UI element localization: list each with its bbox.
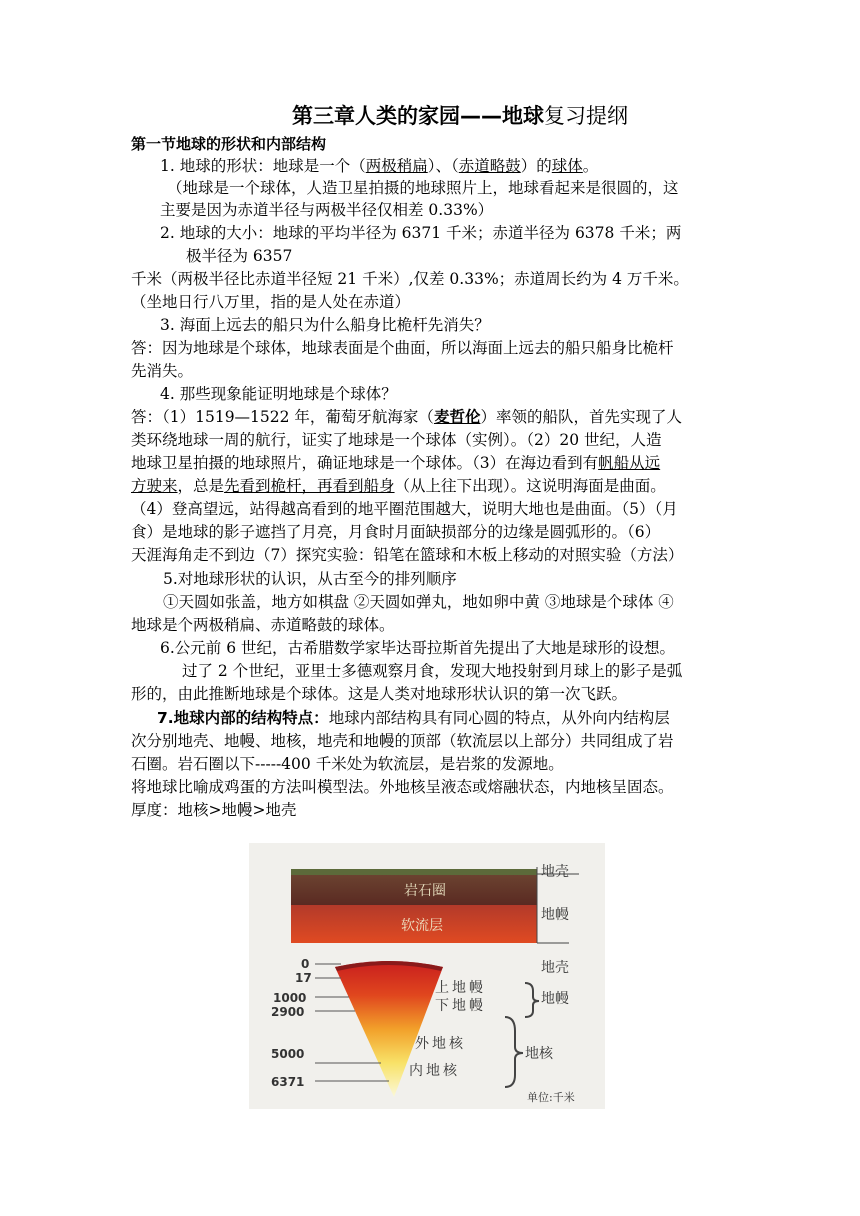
- item-7-line2: 次分别地壳、地幔、地核，地壳和地幔的顶部（软流层以上部分）共同组成了岩: [131, 732, 674, 750]
- depth-0: 0: [301, 957, 310, 971]
- item-5-answer-cont: 地球是个两极稍扁、赤道略鼓的球体。: [131, 616, 395, 634]
- depth-17: 17: [295, 971, 312, 985]
- item-4-line7: 天涯海角走不到边（7）探究实验：铅笔在篮球和木板上移动的对照实验（方法）: [131, 546, 684, 564]
- outer-core-label: 外地核: [415, 1036, 466, 1052]
- item-7-line5: 厚度：地核>地幔>地壳: [131, 801, 297, 819]
- item-4-line4: 方驶来，总是先看到桅杆，再看到船身（从上往下出现）。这说明海面是曲面。: [131, 477, 666, 495]
- inner-core-label: 内地核: [409, 1063, 460, 1079]
- page-title: [292, 102, 628, 130]
- unit-label: 单位:千米: [527, 1091, 575, 1104]
- item-4-line6: 食）是地球的影子遮挡了月亮，月食时月面缺损部分的边缘是圆弧形的。（6）: [131, 523, 661, 541]
- item-6-cont: 过了 2 个世纪，亚里士多德观察月食，发现大地投射到月球上的影子是弧: [182, 662, 683, 680]
- depth-6371: 6371: [271, 1075, 305, 1089]
- crust-label-top: 地壳: [541, 864, 569, 880]
- item-1-note-cont: 主要是因为赤道半径与两极半径仅相差 0.33%）: [160, 201, 494, 219]
- item-1-note: （地球是一个球体，人造卫星拍摄的地球照片上，地球看起来是很圆的，这: [167, 179, 679, 197]
- item-3-answer-cont: 先消失。: [131, 362, 194, 380]
- earth-structure-figure: [249, 843, 605, 1109]
- item-4-line1: 答：（1）1519—1522 年，葡萄牙航海家（麦哲伦）率领的船队，首先实现了人: [131, 408, 682, 426]
- item-5-question: 5.对地球形状的认识，从古至今的排列顺序: [163, 570, 457, 588]
- mantle-label-cone: 地幔: [541, 991, 569, 1007]
- item-4-line3: 地球卫星拍摄的地球照片，确证地球是一个球体。（3）在海边看到有帆船从远: [131, 454, 661, 472]
- item-7-line4: 将地球比喻成鸡蛋的方法叫模型法。外地核呈液态或熔融状态，内地核呈固态。: [131, 778, 674, 796]
- item-3-question: 3. 海面上远去的船只为什么船身比桅杆先消失？: [160, 316, 490, 334]
- rock-layer-label: 岩石圈: [404, 883, 446, 899]
- item-4-line2: 类环绕地球一周的航行，证实了地球是一个球体（实例）。（2）20 世纪，人造: [131, 431, 662, 449]
- item-2: 2. 地球的大小：地球的平均半径为 6371 千米；赤道半径为 6378 千米；两: [160, 224, 682, 242]
- item-1: 1. 地球的形状：地球是一个（两极稍扁）、（赤道略鼓）的球体。: [160, 157, 599, 175]
- item-2-cont: 极半径为 6357: [186, 247, 293, 265]
- item-2-cont2: 千米（两极半径比赤道半径短 21 千米）,仅差 0.33%；赤道周长约为 4 万千米。: [131, 270, 689, 288]
- title-bold: 第三章人类的家园——地球: [292, 104, 544, 128]
- item-4-question: 4. 那些现象能证明地球是个球体？: [160, 385, 397, 403]
- item-2-note: （坐地日行八万里，指的是人处在赤道）: [131, 293, 411, 311]
- depth-2900: 2900: [271, 1005, 305, 1019]
- item-7: 7.地球内部的结构特点：地球内部结构具有同心圆的特点，从外向内结构层: [157, 709, 670, 727]
- item-7-line3: 石圈。岩石圈以下-----400 千米处为软流层，是岩浆的发源地。: [131, 755, 564, 773]
- upper-mantle-label: 上地幔: [435, 980, 486, 996]
- title-normal: 复习提纲: [544, 104, 628, 128]
- soft-layer-label: 软流层: [401, 918, 443, 934]
- depth-1000: 1000: [273, 991, 307, 1005]
- section-heading: 第一节地球的形状和内部结构: [131, 135, 327, 153]
- depth-5000: 5000: [271, 1047, 305, 1061]
- item-4-line5: （4）登高望远，站得越高看到的地平圈范围越大，说明大地也是曲面。（5）（月: [131, 500, 678, 518]
- crust-label-cone: 地壳: [541, 960, 569, 976]
- item-6-cont2: 形的，由此推断地球是个球体。这是人类对地球形状认识的第一次飞跃。: [131, 685, 628, 703]
- item-6: 6.公元前 6 世纪，古希腊数学家毕达哥拉斯首先提出了大地是球形的设想。: [160, 639, 676, 657]
- core-label-cone: 地核: [525, 1046, 553, 1062]
- item-3-answer: 答：因为地球是个球体，地球表面是个曲面，所以海面上远去的船只船身比桅杆: [131, 339, 674, 357]
- lower-mantle-label: 下地幔: [435, 998, 486, 1014]
- crust-strip: [291, 869, 537, 875]
- mantle-label-top: 地幔: [541, 907, 569, 923]
- item-5-answer: ①天圆如张盖，地方如棋盘 ②天圆如弹丸，地如卵中黄 ③地球是个球体 ④: [163, 593, 674, 611]
